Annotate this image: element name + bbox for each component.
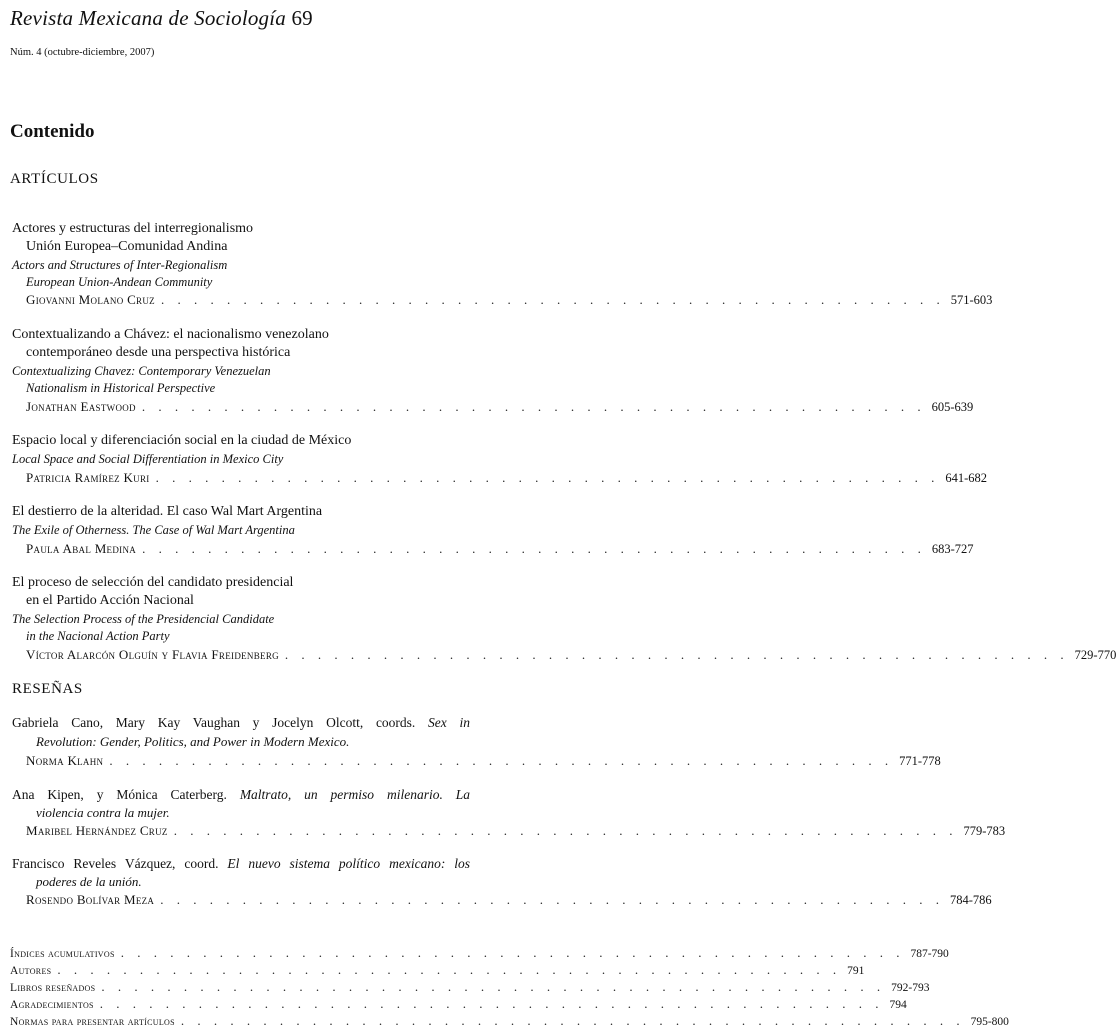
index-row-4 [10,996,907,1012]
leader-dots: . . . . . . . . . . . . . . . . . . . . . . . . . . . . . . . . . . . . . . . . . . . . . . . . [141,399,926,414]
leader-dots: . . . . . . . . . . . . . . . . . . . . . . . . . . . . . . . . . . . . . . . . . . . . . . . . [155,470,940,485]
index-label-4: Agradecimientos [10,999,94,1011]
leader-dots: . . . . . . . . . . . . . . . . . . . . . . . . . . . . . . . . . . . . . . . . . . . . . . . . [173,823,958,838]
article-1-author-row [26,292,993,308]
leader-dots: . . . . . . . . . . . . . . . . . . . . . . . . . . . . . . . . . . . . . . . . . . . . . . . . [120,945,905,960]
article-3-title-line1: Espacio local y diferenciación social en la ciudad de México [12,433,352,448]
leader-dots: . . . . . . . . . . . . . . . . . . . . . . . . . . . . . . . . . . . . . . . . . . . . . . . . [101,979,886,994]
article-1-title-line2: Unión Europea–Comunidad Andina [26,239,228,254]
article-1-english-line2: European Union-Andean Community [26,275,213,289]
article-5-pages: 729-770 [1074,648,1116,662]
index-row-3 [10,979,930,995]
index-row-2 [10,962,865,978]
leader-dots: . . . . . . . . . . . . . . . . . . . . . . . . . . . . . . . . . . . . . . . . . . . . . . . . [160,292,945,307]
article-2-english-line2: Nationalism in Historical Perspective [26,381,216,395]
review-2-line1 [12,787,470,803]
review-3-title-part1: El nuevo sistema político mexicano: los [227,856,471,871]
article-5-title-line1: El proceso de selección del candidato presidencial [12,575,294,590]
article-2-author: Jonathan Eastwood [26,399,136,414]
article-1-english-line1: Actors and Structures of Inter-Regionalism [12,258,228,272]
leader-dots: . . . . . . . . . . . . . . . . . . . . . . . . . . . . . . . . . . . . . . . . . . . . . . . . [160,892,944,907]
article-4-english-line1: The Exile of Otherness. The Case of Wal Mart Argentina [12,523,295,537]
article-1-title-line1: Actores y estructuras del interregionalismo [12,221,254,236]
article-3-english-line1: Local Space and Social Differentiation in Mexico City [12,452,284,466]
index-label-1: Índices acumulativos [10,948,115,960]
index-label-2: Autores [10,965,52,977]
issue-line: Núm. 4 (octubre-diciembre, 2007) [10,47,155,58]
article-5-author: Víctor Alarcón Olguín y Flavia Freidenberg [26,647,279,662]
contents-heading: Contenido [10,121,95,142]
review-1-pages: 771-778 [899,754,941,768]
review-2-reviewer: Maribel Hernández Cruz [26,823,168,838]
review-1-line1 [12,715,470,731]
index-pages-3: 792-793 [891,982,930,994]
reviews-heading: RESEÑAS [12,681,83,697]
review-1-authors: Gabriela Cano, Mary Kay Vaughan y Jocelyn Olcott, coords. [12,715,416,730]
leader-dots: . . . . . . . . . . . . . . . . . . . . . . . . . . . . . . . . . . . . . . . . . . . . . . . . [99,996,884,1011]
index-label-5: Normas para presentar artículos [10,1016,175,1028]
article-4-title-line1: El destierro de la alteridad. El caso Wal Mart Argentina [12,504,323,519]
review-3-pages: 784-786 [949,893,992,907]
article-1-author: Giovanni Molano Cruz [26,292,155,307]
index-pages-5: 795-800 [970,1016,1009,1028]
journal-volume: 69 [291,6,313,30]
index-row-5 [10,1013,1009,1029]
leader-dots: . . . . . . . . . . . . . . . . . . . . . . . . . . . . . . . . . . . . . . . . . . . . . . . . [57,962,842,977]
review-1-title-part2: Revolution: Gender, Politics, and Power in Modern Mexico. [36,734,350,749]
article-5-english-line2: in the Nacional Action Party [26,629,170,643]
index-row-1 [10,945,949,961]
article-2-pages: 605-639 [931,400,974,414]
review-2-authors: Ana Kipen, y Mónica Caterberg. [12,787,227,802]
review-1-reviewer: Norma Klahn [26,753,104,768]
index-label-3: Libros reseñados [10,982,96,994]
article-2-title-line2: contemporáneo desde una perspectiva histórica [26,345,291,360]
article-2-title-line1: Contextualizando a Chávez: el nacionalismo venezolano [12,327,329,342]
article-4-pages: 683-727 [931,542,974,556]
article-5-english-line1: The Selection Process of the Presidencial Candidate [12,612,275,626]
article-3-author: Patricia Ramírez Kuri [26,470,150,485]
review-3-authors: Francisco Reveles Vázquez, coord. [12,856,219,871]
article-4-author: Paula Abal Medina [26,541,137,556]
article-2-author-row [26,399,974,415]
journal-name: Revista Mexicana de Sociología [10,6,286,30]
review-3-reviewer: Rosendo Bolívar Meza [26,892,155,907]
review-3-line1 [12,856,470,872]
article-3-author-row [26,470,988,486]
article-5-title-line2: en el Partido Acción Nacional [26,593,194,608]
article-2-english-line1: Contextualizing Chavez: Contemporary Venezuelan [12,364,271,378]
review-3-title-part2: poderes de la unión. [36,874,142,889]
leader-dots: . . . . . . . . . . . . . . . . . . . . . . . . . . . . . . . . . . . . . . . . . . . . . . . . [180,1013,965,1028]
review-1-reviewer-row [26,753,941,769]
review-2-title-part2: violencia contra la mujer. [36,805,170,820]
article-4-author-row [26,541,974,557]
leader-dots: . . . . . . . . . . . . . . . . . . . . . . . . . . . . . . . . . . . . . . . . . . . . . . . . [142,541,926,556]
journal-title [10,6,313,31]
index-pages-4: 794 [889,999,907,1011]
index-pages-2: 791 [847,965,865,977]
leader-dots: . . . . . . . . . . . . . . . . . . . . . . . . . . . . . . . . . . . . . . . . . . . . . . . . [109,753,894,768]
article-1-pages: 571-603 [950,293,993,307]
review-2-reviewer-row [26,823,1006,839]
review-1-title-part1: Sex in [428,715,471,730]
leader-dots: . . . . . . . . . . . . . . . . . . . . . . . . . . . . . . . . . . . . . . . . . . . . . . . . [284,647,1069,662]
index-pages-1: 787-790 [910,948,949,960]
review-2-title-part1: Maltrato, un permiso milenario. La [239,787,470,802]
article-5-author-row [26,647,1116,663]
review-2-pages: 779-783 [963,824,1006,838]
review-3-reviewer-row [26,892,992,908]
article-3-pages: 641-682 [945,471,988,485]
articles-heading: ARTÍCULOS [10,171,99,187]
